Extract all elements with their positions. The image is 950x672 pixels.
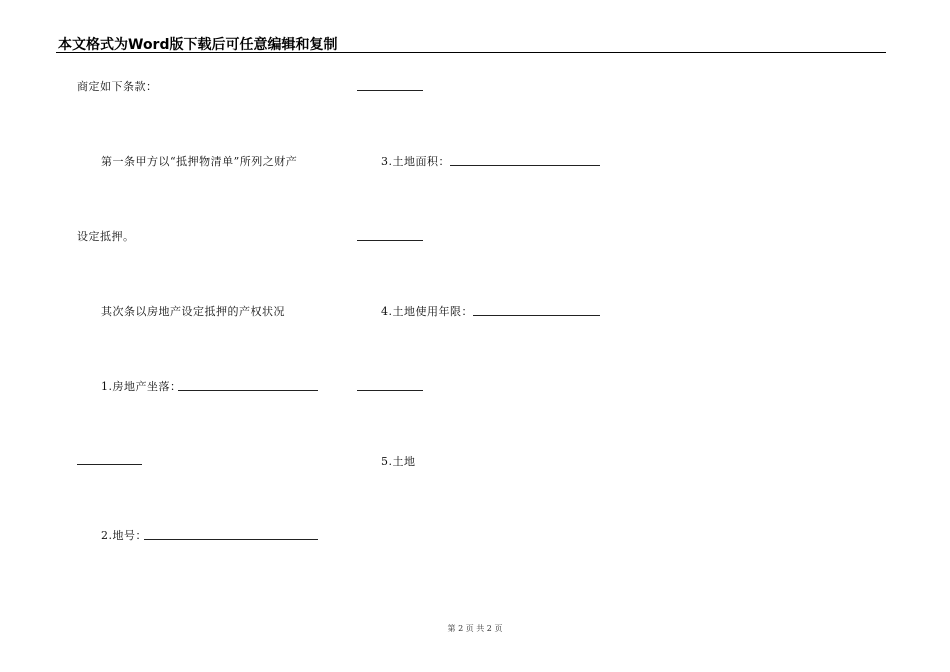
property-location-blank-continued[interactable] bbox=[77, 464, 142, 465]
lot-number-blank[interactable] bbox=[144, 539, 318, 540]
header-divider bbox=[56, 52, 886, 53]
property-location-label: 1.房地产坐落： bbox=[101, 380, 182, 393]
land-use-term-label: 4.土地使用年限： bbox=[381, 305, 473, 318]
land-area-label: 3.土地面积： bbox=[381, 155, 450, 168]
land-area-blank-continued[interactable] bbox=[357, 240, 423, 241]
clause-intro-text: 商定如下条款： bbox=[77, 80, 158, 93]
header-title: 本文格式为Word版下载后可任意编辑和复制 bbox=[58, 37, 338, 53]
land-use-term-blank-continued[interactable] bbox=[357, 390, 423, 391]
lot-number-label: 2.地号： bbox=[101, 529, 147, 542]
property-location-blank[interactable] bbox=[178, 390, 318, 391]
land-use-term-blank[interactable] bbox=[473, 315, 600, 316]
clause-one-continuation-text: 设定抵押。 bbox=[77, 230, 135, 243]
previous-item-blank-end[interactable] bbox=[357, 90, 423, 91]
land-area-blank[interactable] bbox=[450, 165, 600, 166]
land-item-label: 5.土地 bbox=[381, 455, 416, 468]
clause-two-text: 其次条以房地产设定抵押的产权状况 bbox=[101, 305, 285, 318]
clause-one-text: 第一条甲方以“抵押物清单”所列之财产 bbox=[101, 155, 298, 168]
page-footer: 第 2 页 共 2 页 bbox=[447, 624, 503, 633]
